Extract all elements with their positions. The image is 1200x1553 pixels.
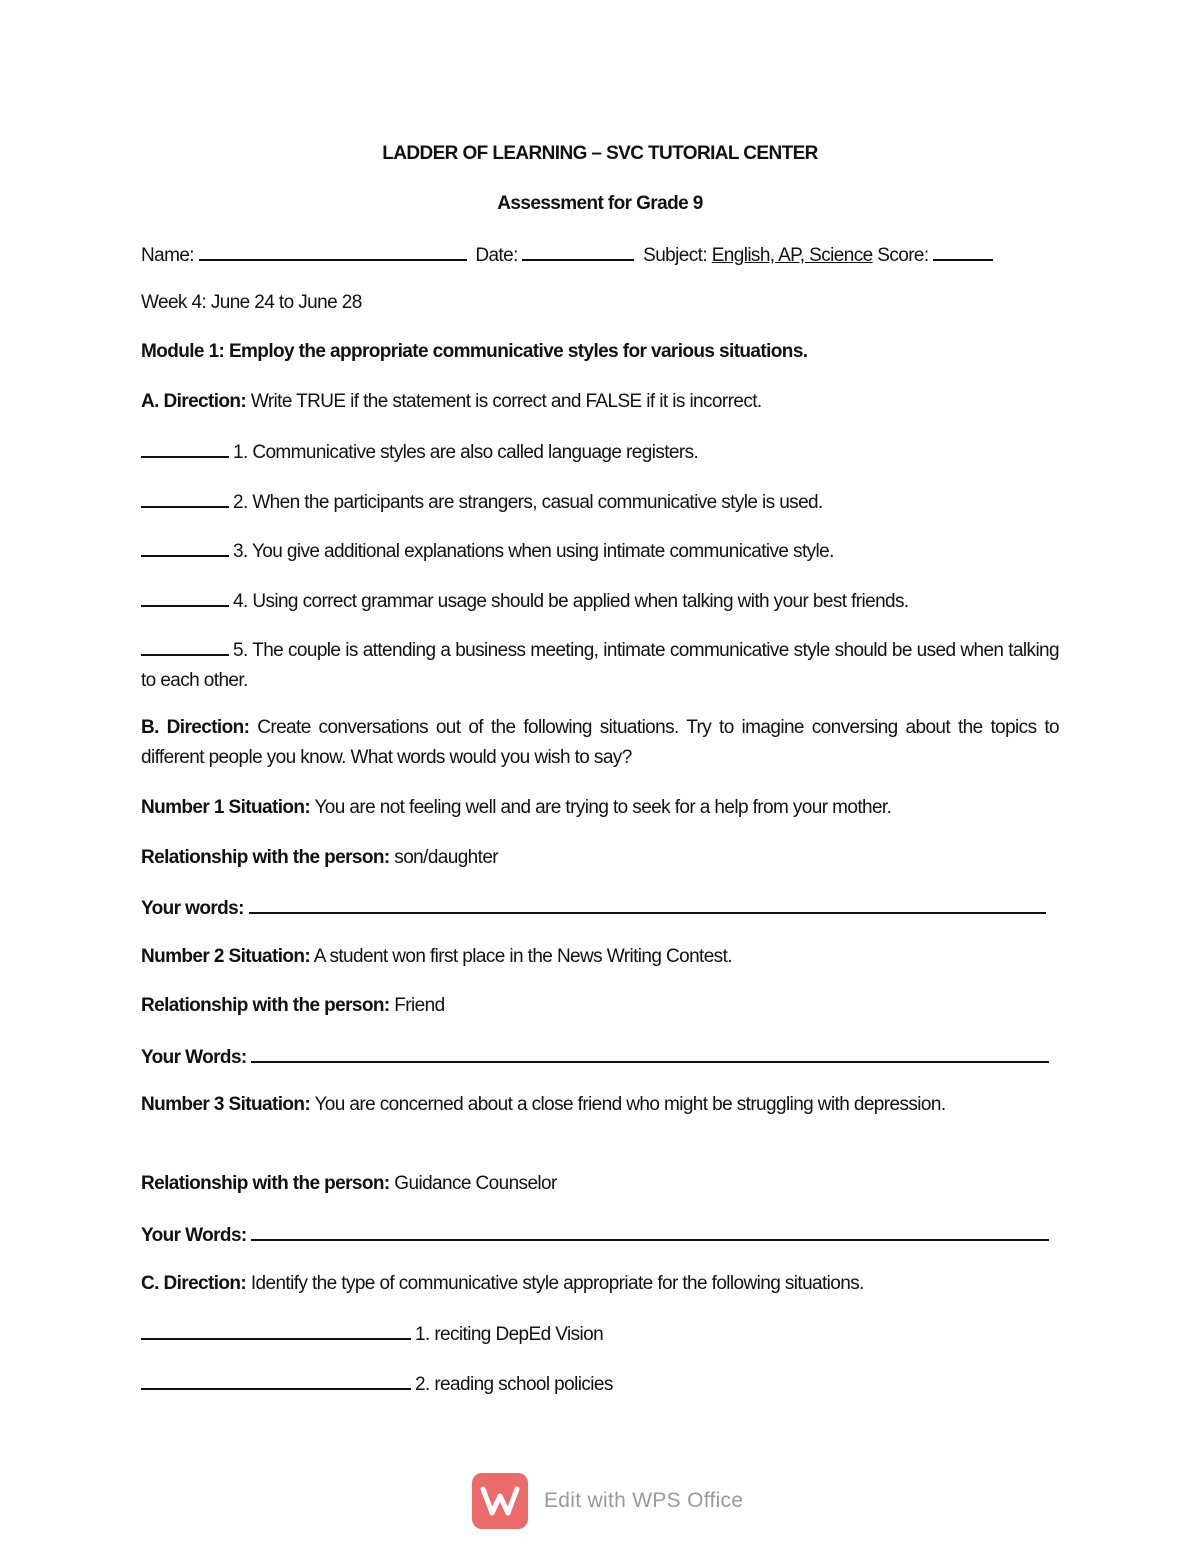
list-item: 5. The couple is attending a business meeting, intimate communicative style should be used when talking to each other. xyxy=(141,634,1059,696)
your-words-3: Your Words: xyxy=(141,1219,1059,1251)
watermark-text: Edit with WPS Office xyxy=(544,1489,744,1512)
answer-blank xyxy=(141,634,229,656)
your-words-2: Your Words: xyxy=(141,1041,1059,1073)
words-blank xyxy=(251,1219,1049,1241)
words-blank xyxy=(251,1041,1049,1063)
list-item: 4. Using correct grammar usage should be applied when talking with your best friends. xyxy=(141,585,1059,617)
date-label: Date: xyxy=(475,245,518,266)
answer-blank xyxy=(141,535,229,557)
module-line: Module 1: Employ the appropriate communicative styles for various situations. xyxy=(141,341,808,362)
answer-blank xyxy=(141,486,229,508)
list-item: 1. Communicative styles are also called language registers. xyxy=(141,436,1059,468)
list-item: 1. reciting DepEd Vision xyxy=(141,1318,1059,1350)
subject-value: English, AP, Science xyxy=(711,245,873,266)
info-row xyxy=(141,239,1059,271)
answer-blank xyxy=(141,585,229,607)
relationship-3: Relationship with the person: Guidance Counselor xyxy=(141,1173,557,1194)
relationship-2: Relationship with the person: Friend xyxy=(141,995,445,1016)
situation-3: Number 3 Situation: You are concerned about a close friend who might be struggling with depression. xyxy=(141,1094,946,1115)
date-blank xyxy=(522,239,634,261)
document-title: LADDER OF LEARNING – SVC TUTORIAL CENTER xyxy=(382,143,818,164)
wps-logo-icon xyxy=(472,1473,528,1529)
situation-1: Number 1 Situation: You are not feeling well and are trying to seek for a help from your mother. xyxy=(141,797,892,818)
relationship-1: Relationship with the person: son/daughter xyxy=(141,847,499,868)
week-line: Week 4: June 24 to June 28 xyxy=(141,292,362,313)
name-label: Name: xyxy=(141,245,194,266)
section-a-direction: A. Direction: Write TRUE if the statement is correct and FALSE if it is incorrect. xyxy=(141,391,762,412)
document-subtitle: Assessment for Grade 9 xyxy=(497,193,703,214)
your-words-1: Your words: xyxy=(141,892,1059,924)
subject-label: Subject: xyxy=(643,245,707,266)
situation-2: Number 2 Situation: A student won first place in the News Writing Contest. xyxy=(141,946,732,967)
name-blank xyxy=(199,239,467,261)
answer-blank xyxy=(141,1318,411,1340)
wps-watermark[interactable] xyxy=(472,1471,743,1531)
words-blank xyxy=(249,892,1046,914)
answer-blank xyxy=(141,436,229,458)
score-label: Score: xyxy=(877,245,929,266)
section-c-direction: C. Direction: Identify the type of communicative style appropriate for the following situations. xyxy=(141,1273,864,1294)
list-item: 3. You give additional explanations when using intimate communicative style. xyxy=(141,535,1059,567)
answer-blank xyxy=(141,1368,411,1390)
score-blank xyxy=(933,239,993,261)
list-item: 2. reading school policies xyxy=(141,1368,1059,1400)
list-item: 2. When the participants are strangers, casual communicative style is used. xyxy=(141,486,1059,518)
section-b-direction: B. Direction: Create conversations out of the following situations. Try to imagine conversing about the topics to different people you know. What words would you wish to say? xyxy=(141,717,1059,768)
